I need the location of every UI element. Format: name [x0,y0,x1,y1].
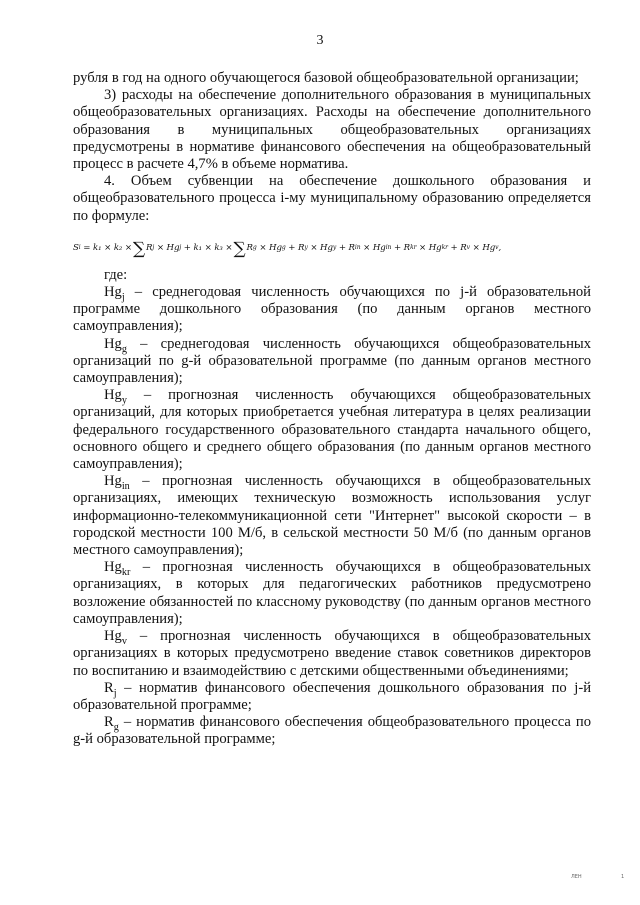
formula-part-1: = k₁ × k₂ × [83,242,132,253]
definition-symbol-sub: y [121,395,127,407]
definition-hg-j [73,284,591,336]
definition-text: – прогнозная численность обучающихся в общеобразовательных организациях в которых предусмотрено введение ставок советников директоров по воспитанию и взаимодействию с детскими общественными объединениями; [73,628,591,679]
definition-symbol: Hg [104,335,122,352]
definition-symbol: Hg [104,387,122,404]
definition-hg-g [73,336,591,388]
definition-symbol: R [104,679,114,696]
definition-symbol-sub: kr [121,567,131,579]
definition-text: – прогнозная численность обучающихся в общеобразовательных организациях, имеющих техническую возможность использования услуг информационно-телекоммуникационной сети "Интернет" высокой скорости – в городской местности 100 М/б, в сельской местности 50 М/б (по данным органов местного самоуправления); [73,473,591,559]
definition-symbol: Hg [104,628,122,645]
definition-hg-in [73,473,591,559]
definition-text: – среднегодовая численность обучающихся по j-й образовательной программе дошкольного образования (по данным органов местного самоуправления); [73,284,591,335]
definition-symbol-sub: g [113,722,119,734]
definition-text: – прогнозная численность обучающихся общеобразовательных организаций, для которых приобретается учебная литература в целях реализации федерального государственного образовательного стандарта начального общего, основного общего и среднего общего образования (по данным органов местного самоуправления); [73,387,591,473]
definition-symbol-sub: in [121,481,130,493]
definition-text: – прогнозная численность обучающихся в общеобразовательных организациях, в которых для педагогических работников предусмотрено возложение обязанностей по классному руководству (по данным органов местного самоуправления); [73,559,591,627]
sum-sign-icon: ∑ [233,238,246,259]
definition-symbol: Hg [104,284,122,301]
formula-part-3: × Hg [156,242,180,253]
definition-symbol: Hg [104,473,122,490]
formula-part-2: R [146,242,153,253]
paragraph-item-3: 3) расходы на обеспечение дополнительного образования в муниципальных общеобразовательных организациях. Расходы на обеспечение дополнительного образования в муниципальных общеобразовательных организациях предусмотрены в нормативе финансового обеспечения на общеобразовательный процесс в расчете 4,7% в объеме норматива. [73,87,591,173]
formula-part-4: + k₁ × k₃ × [183,242,233,253]
definition-r-j [73,680,591,714]
formula-part-9: + R [338,242,355,253]
formula-part-13: + R [450,242,467,253]
sum-sign-icon: ∑ [133,238,146,259]
definition-r-g [73,714,591,748]
definition-symbol-sub: j [113,687,117,699]
definition-symbol-sub: j [121,291,125,303]
definition-hg-v [73,628,591,680]
definition-text: – норматив финансового обеспечения общеобразовательного процесса по g-й образовательной программе; [73,714,591,748]
definition-symbol: Hg [104,559,122,576]
footer-mark-left: ЛЕН [571,874,582,880]
document-body [73,70,591,749]
formula-tail: , [498,242,502,253]
formula-lhs: S [73,242,79,253]
formula-part-8: × Hg [310,242,333,253]
formula-part-12: × Hg [419,242,442,253]
definition-hg-y [73,387,591,473]
formula-part-11: + R [393,242,411,253]
subvention-formula: S i = k₁ × k₂ × ∑ R j × Hg j + k₁ × k₃ × ∑ R g × Hg g + R y × Hg y + R in × Hg in + R kr × Hg kr + R v × Hg v , [73,238,502,259]
paragraph-item-4: 4. Объем субвенции на обеспечение дошкольного образования и общеобразовательного процесса i-му муниципальному образованию определяется по формуле: [73,173,591,224]
formula-part-7: + R [288,242,305,253]
definition-symbol: R [104,714,114,731]
definition-symbol-sub: v [121,636,127,647]
definition-hg-kr [73,559,591,628]
where-label: где: [104,266,128,283]
formula-part-5: R [246,242,253,253]
definition-text: – среднегодовая численность обучающихся общеобразовательных организаций по g-й образовательной программе (по данным органов местного самоуправления); [73,335,591,387]
definition-symbol-sub: g [121,343,127,355]
definition-text: – норматив финансового обеспечения дошкольного образования по j-й образовательной программе; [73,679,591,713]
paragraph-continuation: рубля в год на одного обучающегося базовой общеобразовательной организации; [73,70,579,86]
page-number: 3 [316,33,324,48]
footer-mark-right: 1 [621,874,625,880]
formula-part-6: × Hg [259,242,282,253]
formula-part-14: × Hg [472,242,496,253]
formula-part-10: × Hg [363,242,386,253]
